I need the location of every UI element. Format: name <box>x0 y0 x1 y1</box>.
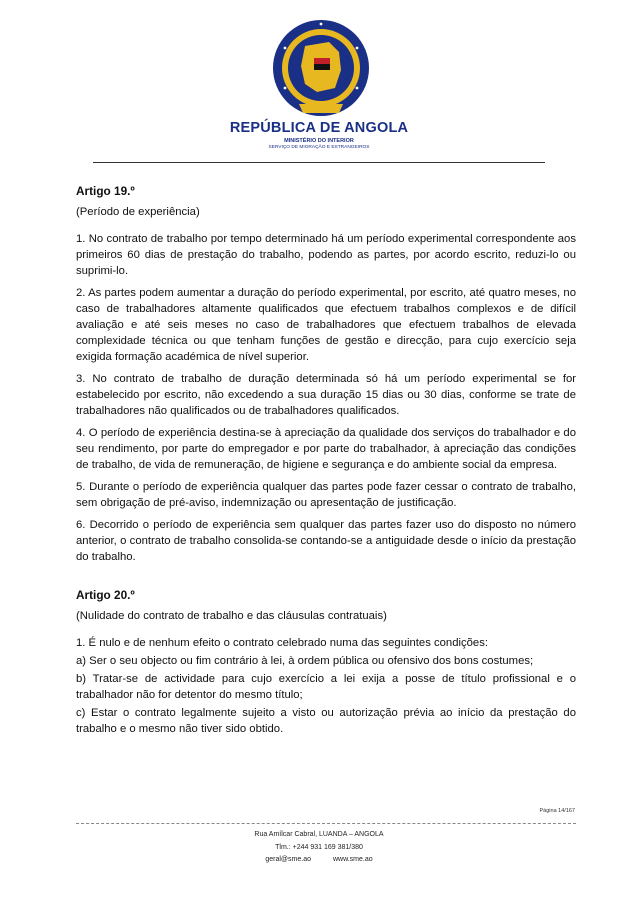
article-19-paragraph-4: 4. O período de experiência destina-se à apreciação da qualidade dos serviços do trabalhador e do seu rendimento, por parte do empregador e por parte do trabalhador, à apreciação das condições de trabalho, de vida de remuneração, de higiene e segurança e do ambiente social da empresa. <box>76 427 576 471</box>
article-19-paragraph-3: 3. No contrato de trabalho de duração determinada só há um período experimental se for estabelecido por escrito, não excedendo a sua duração 15 dias ou 30 dias, conforme se trate de trabalhadores não qualificados ou de trabalhadores qualificados. <box>76 373 576 417</box>
ministry-name: MINISTÉRIO DO INTERIOR <box>284 138 354 144</box>
sme-seal-logo <box>271 18 371 118</box>
service-name: SERVIÇO DE MIGRAÇÃO E ESTRANGEIROS <box>268 145 370 150</box>
article-19-paragraph-6: 6. Decorrido o período de experiência sem qualquer das partes fazer uso do disposto no número anterior, o contrato de trabalho consolida-se contando-se a antiguidade desde o início da prestação do trabalho. <box>76 519 576 563</box>
article-19-subtitle: (Período de experiência) <box>76 206 200 218</box>
footer-contacts <box>219 854 419 867</box>
footer-address: Rua Amílcar Cabral, LUANDA – ANGOLA <box>254 831 384 838</box>
footer-website: www.sme.ao <box>332 856 373 863</box>
footer-phone: Tlm.: +244 931 169 381/380 <box>275 843 363 851</box>
republic-title: REPÚBLICA DE ANGOLA <box>229 120 409 136</box>
section-gap <box>76 571 576 587</box>
article-20-item-c: c) Estar o contrato legalmente sujeito a visto ou autorização prévia ao início da prestação do trabalho e o mesmo não tiver sido obtido. <box>76 707 576 735</box>
footer <box>219 829 419 867</box>
article-20-paragraph-1: 1. É nulo e de nenhum efeito o contrato celebrado numa das seguintes condições: <box>76 637 488 649</box>
footer-email: geral@sme.ao <box>265 856 311 863</box>
article-19-title: Artigo 19.º <box>76 184 135 198</box>
article-20-item-a: a) Ser o seu objecto ou fim contrário à lei, à ordem pública ou ofensivo dos bons costumes; <box>76 655 534 667</box>
footer-divider <box>76 823 576 824</box>
header-divider <box>93 162 545 163</box>
article-20-item-b: b) Tratar-se de actividade para cujo exercício a lei exija a posse de título profissional e o trabalhador não for detentor do mesmo título; <box>76 673 576 701</box>
article-20-title: Artigo 20.º <box>76 588 135 602</box>
article-20-subtitle: (Nulidade do contrato de trabalho e das cláusulas contratuais) <box>76 610 387 622</box>
document-body <box>76 183 576 739</box>
article-19-paragraph-1: 1. No contrato de trabalho por tempo determinado há um período experimental correspondente aos primeiros 60 dias de prestação do trabalho, podendo as partes, por acordo escrito, reduzi-lo ou suprimi-lo. <box>76 233 576 277</box>
page-number: Página 14/167 <box>539 808 575 814</box>
article-19-paragraph-2: 2. As partes podem aumentar a duração do período experimental, por escrito, até quatro meses, no caso de trabalhadores altamente qualificados que efectuem trabalhos complexos e de difícil avaliação e até seis meses no caso de trabalhadores que efectuem trabalhos de elevada complexidade técnica ou que tenham funções de gestão e direcção, para cujo exercício seja exigida formação académica de nível superior. <box>76 287 576 363</box>
article-19-paragraph-5: 5. Durante o período de experiência qualquer das partes pode fazer cessar o contrato de trabalho, sem obrigação de pré-aviso, indemnização ou apresentação de justificação. <box>76 481 576 509</box>
